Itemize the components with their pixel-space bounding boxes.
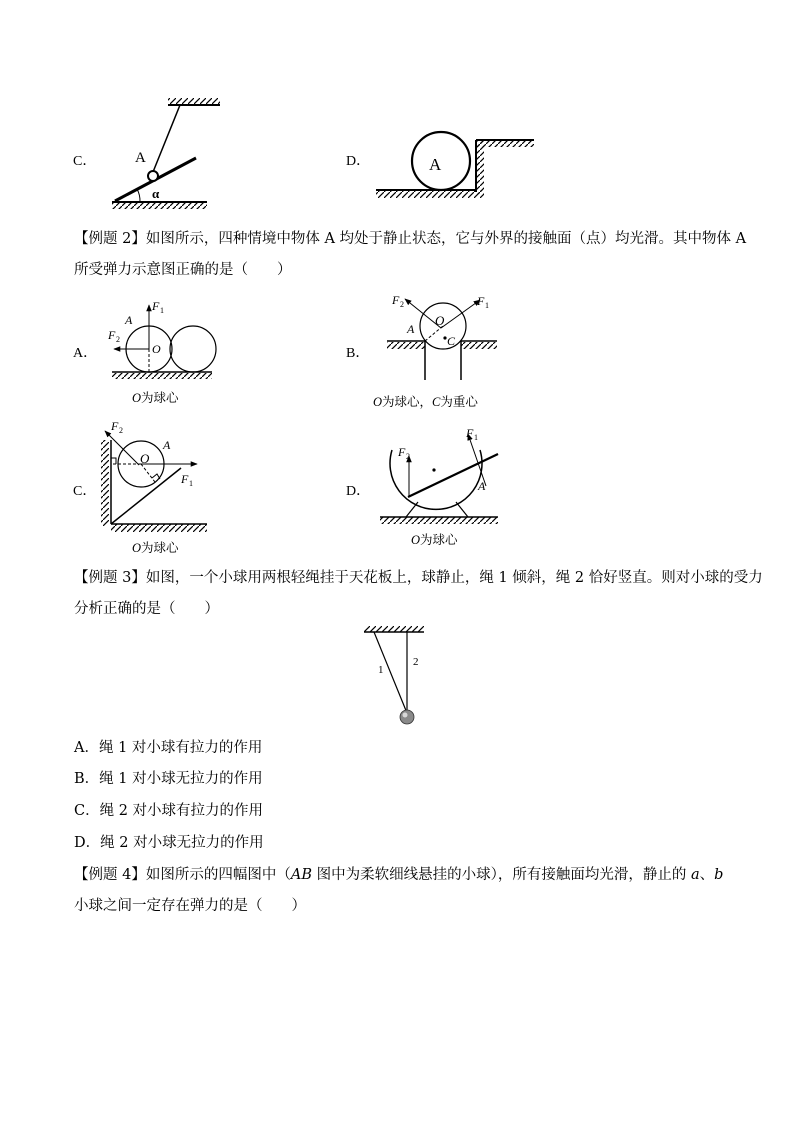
ball-label-a: A: [429, 155, 442, 174]
rope-1-label: 1: [378, 664, 384, 676]
center-o-label: O: [152, 342, 161, 356]
force-f1-subscript: 1: [474, 433, 478, 442]
force-f1-label: F: [152, 299, 160, 313]
figure-d-rod-in-bowl: [372, 420, 504, 528]
figure-ball-two-ropes: [358, 626, 430, 728]
object-a-label: A: [125, 313, 133, 327]
example-3-option-c: C．绳 2 对小球有拉力的作用: [74, 803, 264, 819]
figure-a-two-balls: [100, 293, 225, 383]
option-c2-label: C．: [73, 484, 97, 499]
option-b-label: B．: [346, 346, 370, 361]
center-o-label: O: [140, 451, 150, 466]
force-f1-subscript: 1: [485, 301, 489, 310]
figure-ball-against-step: [372, 126, 537, 206]
example-3-option-d: D．绳 2 对小球无拉力的作用: [74, 835, 264, 851]
option-a-label: A．: [73, 346, 98, 361]
center-o-label: O: [435, 313, 445, 328]
force-f2-label: F: [111, 419, 119, 433]
figure-ball-on-incline-rope: [110, 98, 220, 213]
option-d-label: D．: [346, 154, 371, 169]
object-a-label: A: [407, 322, 415, 336]
figure-b-ball-in-slot: [385, 290, 500, 382]
center-c-label: C: [447, 334, 456, 348]
rope-2-label: 2: [413, 656, 419, 668]
force-f2-subscript: 2: [119, 426, 123, 435]
option-d2-label: D．: [346, 484, 371, 499]
force-f1-label: F: [466, 426, 474, 440]
caption-b: O为球心，C为重心: [373, 395, 478, 409]
angle-alpha: α: [152, 186, 160, 201]
example-4-line-1: 【例题 4】如图所示的四幅图中（AB 图中为柔软细线悬挂的小球），所有接触面均光滑，静止的 a、b: [74, 867, 724, 883]
force-f2-subscript: 2: [400, 300, 404, 309]
example-3-option-a: A．绳 1 对小球有拉力的作用: [74, 740, 263, 756]
example-4-line-2: 小球之间一定存在弹力的是（ ）: [74, 898, 306, 914]
caption-d: O为球心: [411, 533, 458, 547]
figure-c-ball-in-wedge: [97, 418, 215, 533]
example-3-line-2: 分析正确的是（ ）: [74, 601, 219, 617]
example-3-line-1: 【例题 3】如图，一个小球用两根轻绳挂于天花板上，球静止，绳 1 倾斜，绳 2 恰好竖直。则对小球的受力: [74, 570, 763, 586]
example-3-option-b: B．绳 1 对小球无拉力的作用: [74, 771, 263, 787]
object-a-label: A: [478, 479, 486, 493]
force-f1-label: F: [477, 294, 485, 308]
force-f1-label: F: [181, 472, 189, 486]
force-f2-subscript: 2: [406, 452, 410, 461]
ball-label-a: A: [135, 150, 146, 166]
force-f2-label: F: [392, 293, 400, 307]
object-a-label: A: [163, 438, 171, 452]
example-2-line-2: 所受弹力示意图正确的是（ ）: [74, 262, 292, 278]
force-f1-subscript: 1: [189, 479, 193, 488]
caption-c: O为球心: [132, 541, 179, 555]
force-f2-subscript: 2: [116, 335, 120, 344]
option-c-label: C．: [73, 154, 97, 169]
force-f2-label: F: [108, 328, 116, 342]
caption-a: O为球心: [132, 391, 179, 405]
example-2-line-1: 【例题 2】如图所示，四种情境中物体 A 均处于静止状态，它与外界的接触面（点）均光滑。其中物体 A: [74, 231, 747, 247]
force-f2-label: F: [398, 445, 406, 459]
force-f1-subscript: 1: [160, 306, 164, 315]
